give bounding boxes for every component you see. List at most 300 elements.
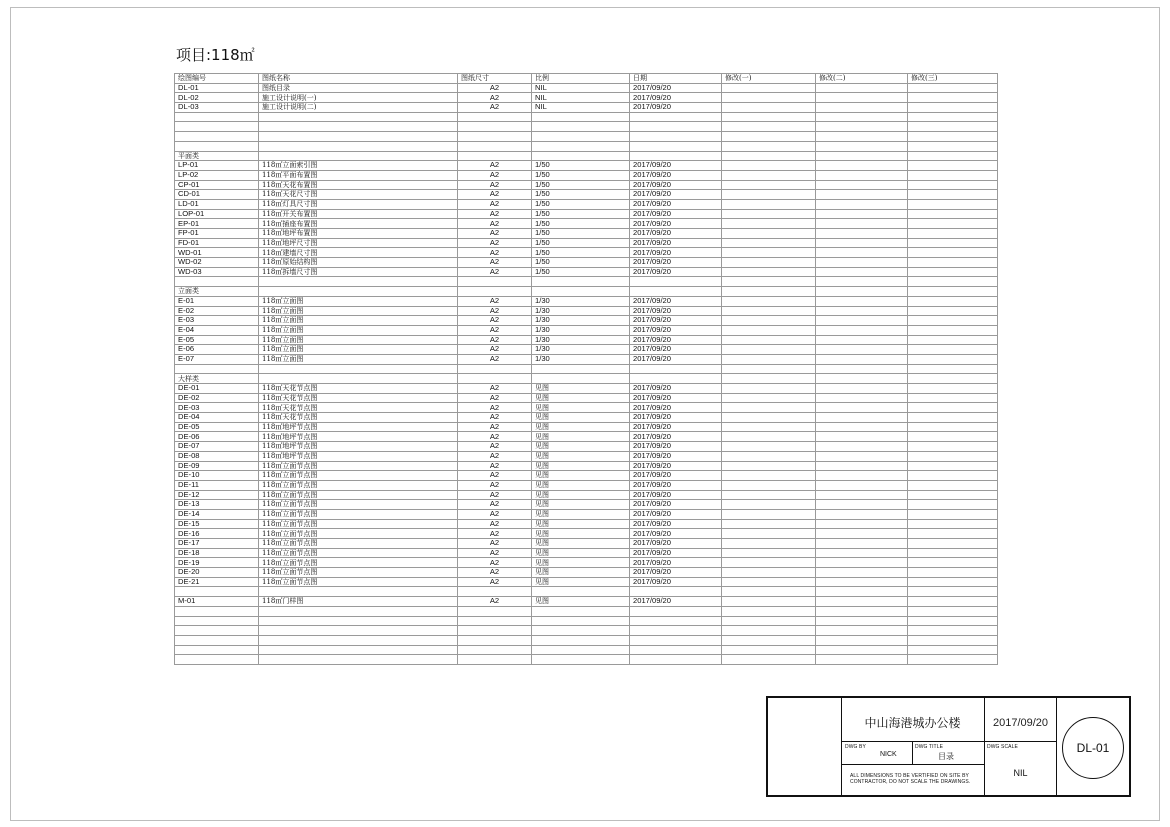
- table-row: [175, 248, 998, 258]
- table-cell: [175, 655, 259, 665]
- table-cell: 2017/09/20: [630, 500, 722, 510]
- table-cell: 1/30: [532, 354, 630, 364]
- table-group-row: [175, 287, 998, 297]
- table-cell: [630, 606, 722, 616]
- table-cell: [816, 219, 908, 229]
- table-cell: [816, 655, 908, 665]
- table-cell: DE-08: [175, 451, 259, 461]
- table-cell: DE-07: [175, 442, 259, 452]
- table-cell: [259, 645, 458, 655]
- table-row: [175, 451, 998, 461]
- table-cell: 118㎡立面节点图: [259, 490, 458, 500]
- table-cell: [175, 364, 259, 374]
- table-cell: [722, 480, 816, 490]
- table-cell: M-01: [175, 597, 259, 607]
- table-cell: [816, 258, 908, 268]
- table-cell: [532, 141, 630, 151]
- table-cell: [722, 635, 816, 645]
- table-cell: 118㎡立面图: [259, 325, 458, 335]
- table-cell: 2017/09/20: [630, 519, 722, 529]
- dwg-by: NICK: [880, 751, 897, 758]
- table-row: [175, 229, 998, 239]
- table-cell: 2017/09/20: [630, 568, 722, 578]
- table-cell: [722, 529, 816, 539]
- table-cell: [175, 122, 259, 132]
- table-cell: 图纸目录: [259, 83, 458, 93]
- table-cell: 118㎡开关布置图: [259, 209, 458, 219]
- table-row: [175, 509, 998, 519]
- table-cell: A2: [458, 393, 532, 403]
- table-row: [175, 422, 998, 432]
- table-cell: DE-18: [175, 548, 259, 558]
- table-cell: [458, 112, 532, 122]
- table-cell: 施工设计说明(一): [259, 93, 458, 103]
- header-cell: 绘图编号: [175, 74, 259, 84]
- title-block-date: 2017/09/20: [992, 717, 1049, 729]
- table-cell: 2017/09/20: [630, 209, 722, 219]
- table-cell: 2017/09/20: [630, 93, 722, 103]
- table-cell: 118㎡立面图: [259, 306, 458, 316]
- table-cell: [630, 645, 722, 655]
- table-cell: 1/50: [532, 258, 630, 268]
- table-cell: [722, 306, 816, 316]
- table-cell: 118㎡立面图: [259, 296, 458, 306]
- table-cell: A2: [458, 461, 532, 471]
- table-cell: [908, 141, 998, 151]
- dwg-scale-label: DWG SCALE: [987, 744, 1018, 750]
- table-cell: [816, 209, 908, 219]
- table-row: [175, 597, 998, 607]
- table-cell: E-02: [175, 306, 259, 316]
- table-cell: E-05: [175, 335, 259, 345]
- table-cell: A2: [458, 568, 532, 578]
- table-cell: 2017/09/20: [630, 393, 722, 403]
- dwg-title-label: DWG TITLE: [915, 744, 944, 750]
- table-empty-row: [175, 616, 998, 626]
- table-cell: [908, 655, 998, 665]
- table-cell: [908, 83, 998, 93]
- table-cell: [908, 219, 998, 229]
- table-row: [175, 345, 998, 355]
- table-cell: [722, 471, 816, 481]
- table-cell: A2: [458, 413, 532, 423]
- drawing-index-table: [174, 73, 998, 665]
- table-cell: [816, 132, 908, 142]
- table-cell: A2: [458, 384, 532, 394]
- table-empty-row: [175, 112, 998, 122]
- table-cell: 见图: [532, 577, 630, 587]
- table-cell: DE-09: [175, 461, 259, 471]
- table-cell: 1/50: [532, 248, 630, 258]
- table-cell: [908, 335, 998, 345]
- table-cell: A2: [458, 597, 532, 607]
- table-cell: DE-21: [175, 577, 259, 587]
- table-cell: 见图: [532, 529, 630, 539]
- table-cell: 1/50: [532, 209, 630, 219]
- table-cell: 见图: [532, 558, 630, 568]
- table-cell: [908, 122, 998, 132]
- table-cell: A2: [458, 509, 532, 519]
- table-group-row: [175, 151, 998, 161]
- table-cell: [722, 490, 816, 500]
- table-empty-row: [175, 626, 998, 636]
- table-cell: 118㎡地坪节点图: [259, 432, 458, 442]
- table-cell: 118㎡立面图: [259, 354, 458, 364]
- table-cell: 1/30: [532, 306, 630, 316]
- table-cell: 118㎡灯具尺寸图: [259, 199, 458, 209]
- project-name: 中山海港城办公楼: [864, 716, 961, 730]
- table-cell: 118㎡立面节点图: [259, 500, 458, 510]
- table-cell: [908, 597, 998, 607]
- table-cell: [259, 132, 458, 142]
- table-cell: [816, 248, 908, 258]
- table-header-row: [175, 74, 998, 84]
- table-cell: 118㎡天花节点图: [259, 384, 458, 394]
- table-cell: 2017/09/20: [630, 442, 722, 452]
- table-cell: 2017/09/20: [630, 384, 722, 394]
- table-cell: [722, 393, 816, 403]
- table-cell: LD-01: [175, 199, 259, 209]
- table-cell: 见图: [532, 413, 630, 423]
- table-cell: 118㎡建墙尺寸图: [259, 248, 458, 258]
- table-cell: [722, 655, 816, 665]
- table-cell: 见图: [532, 548, 630, 558]
- table-cell: 118㎡插座布置图: [259, 219, 458, 229]
- table-cell: A2: [458, 296, 532, 306]
- table-cell: 见图: [532, 597, 630, 607]
- table-cell: [175, 645, 259, 655]
- table-row: [175, 548, 998, 558]
- table-cell: [816, 606, 908, 616]
- table-cell: DE-16: [175, 529, 259, 539]
- table-empty-row: [175, 364, 998, 374]
- table-cell: [908, 180, 998, 190]
- table-cell: [722, 587, 816, 597]
- table-row: [175, 568, 998, 578]
- table-cell: [630, 616, 722, 626]
- table-cell: A2: [458, 548, 532, 558]
- table-cell: [908, 190, 998, 200]
- table-cell: [458, 606, 532, 616]
- table-cell: 2017/09/20: [630, 238, 722, 248]
- table-cell: NIL: [532, 103, 630, 113]
- table-cell: [816, 83, 908, 93]
- table-cell: [908, 277, 998, 287]
- table-cell: 2017/09/20: [630, 345, 722, 355]
- table-row: [175, 461, 998, 471]
- table-cell: [259, 112, 458, 122]
- table-row: [175, 480, 998, 490]
- table-cell: [722, 83, 816, 93]
- table-cell: WD-01: [175, 248, 259, 258]
- table-cell: [908, 500, 998, 510]
- note-line-1: ALL DIMENSIONS TO BE VERTIFIED ON SITE BY: [850, 773, 969, 779]
- table-row: [175, 325, 998, 335]
- table-cell: [908, 626, 998, 636]
- table-cell: 立面类: [175, 287, 259, 297]
- table-cell: [908, 529, 998, 539]
- table-cell: 118㎡立面节点图: [259, 461, 458, 471]
- table-cell: [816, 306, 908, 316]
- header-cell: 修改(一): [722, 74, 816, 84]
- table-cell: [458, 374, 532, 384]
- table-cell: [630, 364, 722, 374]
- table-cell: A2: [458, 190, 532, 200]
- table-cell: [532, 645, 630, 655]
- table-cell: DE-04: [175, 413, 259, 423]
- dwg-title: 目录: [938, 752, 954, 761]
- table-cell: 见图: [532, 384, 630, 394]
- table-cell: CP-01: [175, 180, 259, 190]
- table-cell: A2: [458, 432, 532, 442]
- table-cell: 1/30: [532, 316, 630, 326]
- table-cell: 2017/09/20: [630, 325, 722, 335]
- table-cell: [722, 384, 816, 394]
- table-cell: [722, 645, 816, 655]
- table-cell: [908, 471, 998, 481]
- table-cell: [722, 422, 816, 432]
- table-cell: [532, 626, 630, 636]
- table-cell: 118㎡天花节点图: [259, 403, 458, 413]
- table-cell: [816, 112, 908, 122]
- table-cell: [908, 616, 998, 626]
- table-cell: [908, 151, 998, 161]
- table-cell: [722, 432, 816, 442]
- table-row: [175, 539, 998, 549]
- table-cell: [908, 413, 998, 423]
- table-cell: FD-01: [175, 238, 259, 248]
- table-cell: DE-13: [175, 500, 259, 510]
- table-cell: DE-06: [175, 432, 259, 442]
- table-cell: 2017/09/20: [630, 170, 722, 180]
- table-cell: [908, 93, 998, 103]
- table-cell: A2: [458, 558, 532, 568]
- table-cell: 118㎡拆墙尺寸图: [259, 267, 458, 277]
- table-cell: 118㎡立面节点图: [259, 471, 458, 481]
- table-cell: [816, 170, 908, 180]
- table-cell: [816, 345, 908, 355]
- table-cell: 2017/09/20: [630, 296, 722, 306]
- table-cell: 2017/09/20: [630, 316, 722, 326]
- table-cell: [816, 597, 908, 607]
- table-cell: [630, 587, 722, 597]
- table-cell: [259, 287, 458, 297]
- table-row: [175, 558, 998, 568]
- table-cell: 2017/09/20: [630, 306, 722, 316]
- table-cell: A2: [458, 335, 532, 345]
- table-cell: [816, 480, 908, 490]
- table-cell: 2017/09/20: [630, 577, 722, 587]
- table-cell: [722, 616, 816, 626]
- table-cell: A2: [458, 422, 532, 432]
- table-cell: 118㎡立面节点图: [259, 548, 458, 558]
- table-cell: [816, 509, 908, 519]
- table-cell: [259, 374, 458, 384]
- table-cell: 118㎡立面图: [259, 316, 458, 326]
- table-cell: [816, 529, 908, 539]
- table-cell: [175, 132, 259, 142]
- table-cell: A2: [458, 238, 532, 248]
- table-cell: 见图: [532, 471, 630, 481]
- table-cell: [908, 199, 998, 209]
- table-cell: [908, 539, 998, 549]
- table-cell: [175, 277, 259, 287]
- table-cell: [722, 229, 816, 239]
- table-cell: [908, 480, 998, 490]
- table-cell: 2017/09/20: [630, 509, 722, 519]
- table-cell: [816, 461, 908, 471]
- table-cell: 2017/09/20: [630, 161, 722, 171]
- table-cell: 118㎡立面图: [259, 345, 458, 355]
- table-cell: [816, 267, 908, 277]
- table-cell: [816, 490, 908, 500]
- table-cell: CD-01: [175, 190, 259, 200]
- table-cell: 2017/09/20: [630, 83, 722, 93]
- table-cell: [630, 655, 722, 665]
- table-cell: 2017/09/20: [630, 267, 722, 277]
- table-cell: [816, 161, 908, 171]
- table-cell: 见图: [532, 442, 630, 452]
- table-cell: 1/50: [532, 199, 630, 209]
- table-cell: [175, 606, 259, 616]
- table-cell: [816, 122, 908, 132]
- table-cell: [722, 548, 816, 558]
- table-cell: [532, 616, 630, 626]
- table-cell: A2: [458, 345, 532, 355]
- table-cell: [532, 277, 630, 287]
- table-cell: [532, 112, 630, 122]
- table-cell: [816, 374, 908, 384]
- table-cell: [259, 635, 458, 645]
- table-cell: DE-17: [175, 539, 259, 549]
- table-cell: [816, 364, 908, 374]
- table-cell: 1/50: [532, 170, 630, 180]
- table-cell: [908, 384, 998, 394]
- table-cell: [722, 558, 816, 568]
- table-cell: [259, 277, 458, 287]
- table-cell: E-03: [175, 316, 259, 326]
- table-cell: DE-11: [175, 480, 259, 490]
- table-cell: 118㎡原始结构图: [259, 258, 458, 268]
- table-empty-row: [175, 587, 998, 597]
- table-cell: [259, 122, 458, 132]
- note-line-2: CONTRACTOR, DO NOT SCALE THE DRAWINGS.: [850, 779, 971, 785]
- table-cell: 1/50: [532, 161, 630, 171]
- table-cell: [908, 296, 998, 306]
- table-cell: 118㎡立面节点图: [259, 539, 458, 549]
- table-cell: DE-15: [175, 519, 259, 529]
- table-cell: 见图: [532, 403, 630, 413]
- table-empty-row: [175, 122, 998, 132]
- header-cell: 修改(三): [908, 74, 998, 84]
- table-cell: A2: [458, 451, 532, 461]
- table-cell: 118㎡地坪尺寸图: [259, 238, 458, 248]
- table-cell: [722, 519, 816, 529]
- table-cell: [175, 626, 259, 636]
- table-row: [175, 93, 998, 103]
- table-cell: [816, 442, 908, 452]
- table-cell: [816, 384, 908, 394]
- table-cell: 2017/09/20: [630, 180, 722, 190]
- table-cell: [816, 539, 908, 549]
- table-cell: [722, 296, 816, 306]
- table-cell: 118㎡立面索引图: [259, 161, 458, 171]
- table-cell: [816, 277, 908, 287]
- table-cell: [816, 413, 908, 423]
- table-cell: 见图: [532, 509, 630, 519]
- table-cell: 2017/09/20: [630, 480, 722, 490]
- table-cell: [908, 403, 998, 413]
- table-cell: [630, 112, 722, 122]
- table-cell: 118㎡立面节点图: [259, 577, 458, 587]
- table-cell: [722, 170, 816, 180]
- table-cell: [458, 277, 532, 287]
- table-row: [175, 529, 998, 539]
- table-cell: 2017/09/20: [630, 403, 722, 413]
- table-cell: [722, 132, 816, 142]
- table-cell: 118㎡天花节点图: [259, 413, 458, 423]
- header-cell: 图纸名称: [259, 74, 458, 84]
- table-cell: [908, 248, 998, 258]
- table-cell: 118㎡天花布置图: [259, 180, 458, 190]
- table-cell: [722, 238, 816, 248]
- table-cell: EP-01: [175, 219, 259, 229]
- table-cell: [259, 606, 458, 616]
- table-cell: [722, 345, 816, 355]
- table-cell: WD-03: [175, 267, 259, 277]
- table-cell: DE-02: [175, 393, 259, 403]
- table-cell: 2017/09/20: [630, 103, 722, 113]
- table-cell: 1/30: [532, 335, 630, 345]
- table-cell: [908, 393, 998, 403]
- table-cell: [908, 209, 998, 219]
- table-cell: [722, 219, 816, 229]
- table-cell: 1/50: [532, 238, 630, 248]
- drawing-number: DL-01: [1076, 741, 1110, 755]
- table-cell: A2: [458, 539, 532, 549]
- table-cell: [175, 587, 259, 597]
- table-cell: 2017/09/20: [630, 539, 722, 549]
- table-cell: [722, 151, 816, 161]
- table-cell: [722, 568, 816, 578]
- table-cell: FP-01: [175, 229, 259, 239]
- table-cell: 见图: [532, 480, 630, 490]
- table-cell: 1/50: [532, 180, 630, 190]
- table-cell: [908, 345, 998, 355]
- table-cell: [458, 151, 532, 161]
- table-cell: [908, 422, 998, 432]
- table-cell: [816, 558, 908, 568]
- table-cell: 1/30: [532, 325, 630, 335]
- table-cell: A2: [458, 180, 532, 190]
- table-cell: 1/50: [532, 229, 630, 239]
- table-cell: [816, 151, 908, 161]
- table-cell: A2: [458, 219, 532, 229]
- table-cell: A2: [458, 83, 532, 93]
- table-cell: [458, 132, 532, 142]
- table-cell: [458, 587, 532, 597]
- table-cell: [532, 606, 630, 616]
- table-cell: 2017/09/20: [630, 432, 722, 442]
- table-cell: A2: [458, 442, 532, 452]
- table-cell: [816, 403, 908, 413]
- table-cell: A2: [458, 316, 532, 326]
- table-row: [175, 316, 998, 326]
- table-cell: 1/50: [532, 190, 630, 200]
- table-row: [175, 258, 998, 268]
- table-cell: 118㎡立面节点图: [259, 480, 458, 490]
- title-block: [766, 696, 1131, 797]
